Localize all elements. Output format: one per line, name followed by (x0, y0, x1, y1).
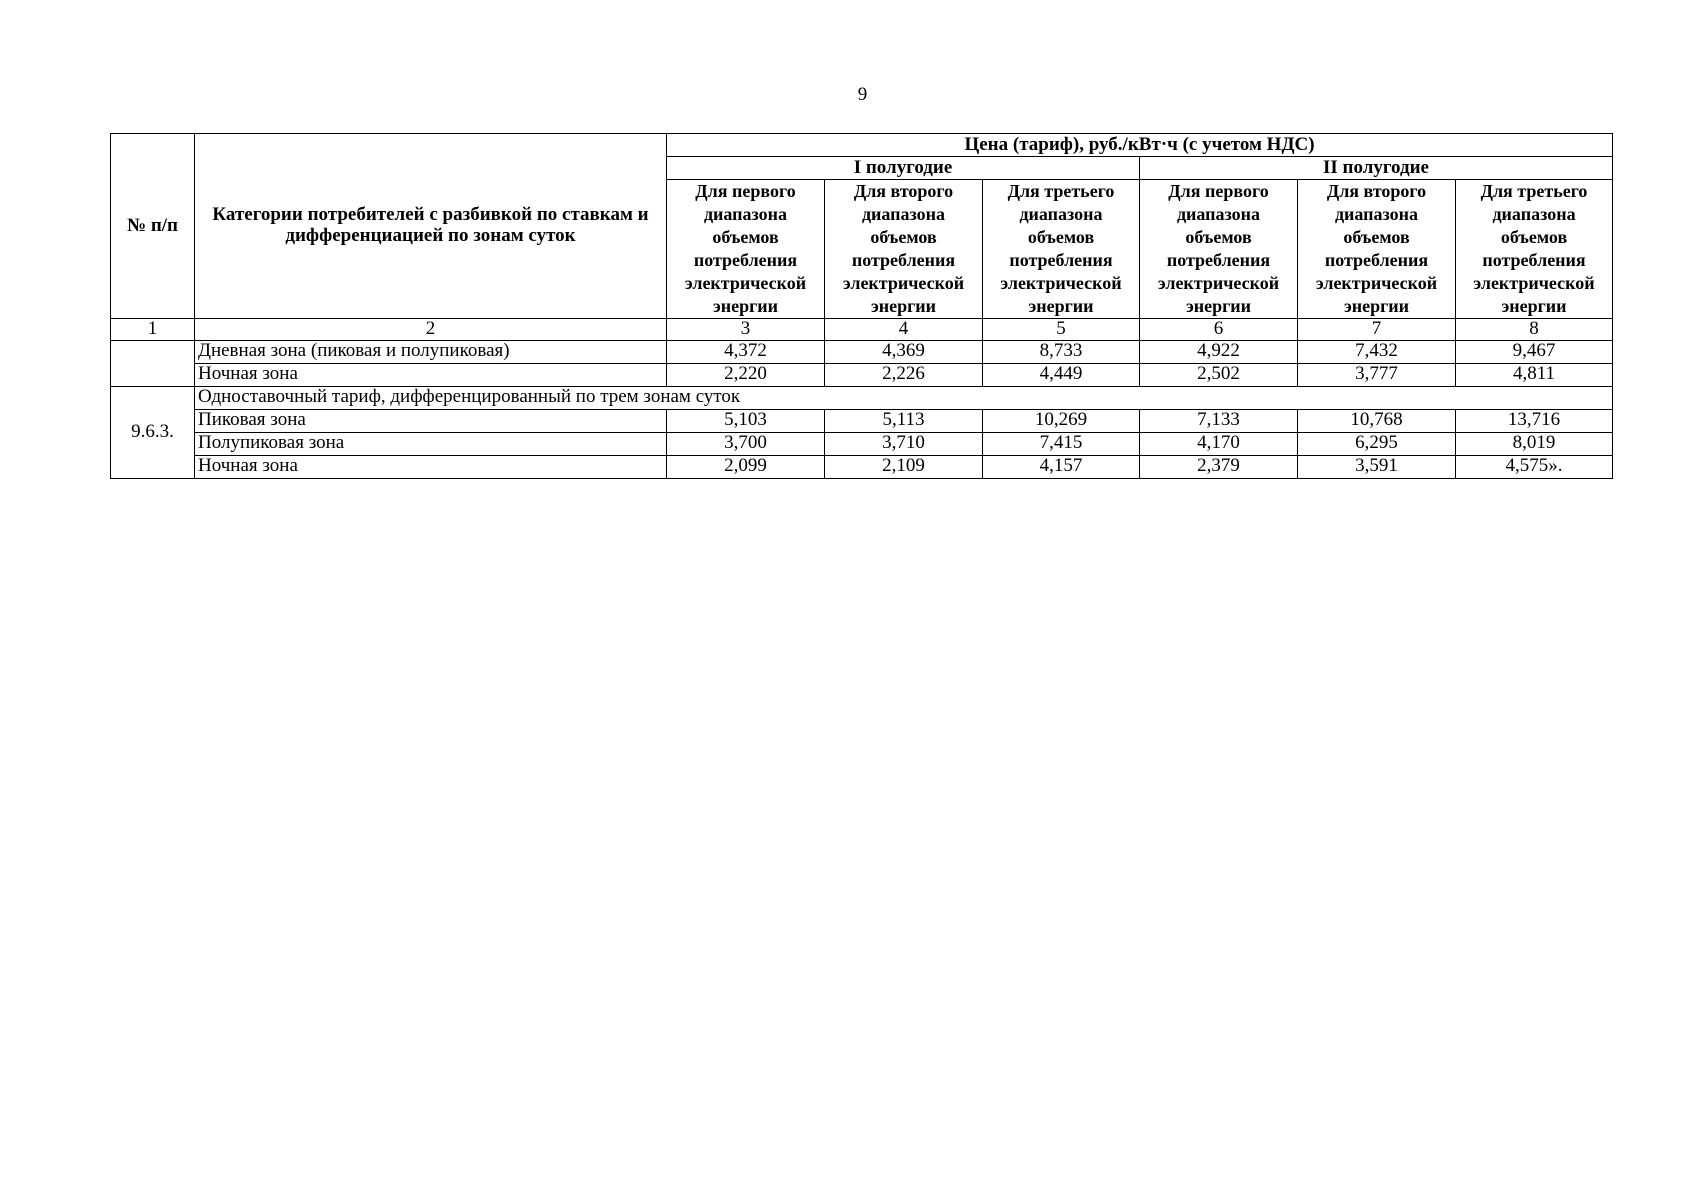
row-value: 4,157 (983, 455, 1140, 478)
column-index: 5 (983, 319, 1140, 341)
row-category: Ночная зона (195, 455, 667, 478)
row-value: 3,710 (825, 432, 983, 455)
row-value: 7,432 (1298, 340, 1456, 363)
header-range: Для второго диапазона объемов потребления электрической энергии (825, 180, 983, 319)
row-category: Полупиковая зона (195, 432, 667, 455)
header-price: Цена (тариф), руб./кВт·ч (с учетом НДС) (667, 134, 1613, 157)
row-value: 10,269 (983, 409, 1140, 432)
row-value: 5,103 (667, 409, 825, 432)
row-value: 3,591 (1298, 455, 1456, 478)
row-value: 8,019 (1456, 432, 1613, 455)
column-index-row (111, 319, 1613, 341)
row-value: 7,133 (1140, 409, 1298, 432)
row-value: 8,733 (983, 340, 1140, 363)
row-value: 6,295 (1298, 432, 1456, 455)
group-title: Одноставочный тариф, дифференцированный по трем зонам суток (195, 386, 1613, 409)
column-index: 8 (1456, 319, 1613, 341)
row-value: 4,922 (1140, 340, 1298, 363)
row-value: 5,113 (825, 409, 983, 432)
row-value: 3,777 (1298, 363, 1456, 386)
column-index: 6 (1140, 319, 1298, 341)
header-num: № п/п (111, 134, 195, 319)
column-index: 1 (111, 319, 195, 341)
row-value: 4,372 (667, 340, 825, 363)
table-row (111, 409, 1613, 432)
table-row (111, 432, 1613, 455)
row-value: 4,575». (1456, 455, 1613, 478)
row-category: Пиковая зона (195, 409, 667, 432)
column-index: 3 (667, 319, 825, 341)
header-range: Для второго диапазона объемов потребления электрической энергии (1298, 180, 1456, 319)
header-range: Для первого диапазона объемов потребления электрической энергии (1140, 180, 1298, 319)
row-value: 13,716 (1456, 409, 1613, 432)
page-number: 9 (857, 84, 868, 105)
column-index: 2 (195, 319, 667, 341)
group-title-row (111, 386, 1613, 409)
row-value: 2,220 (667, 363, 825, 386)
row-value: 2,226 (825, 363, 983, 386)
table-row (111, 363, 1613, 386)
header-range: Для третьего диапазона объемов потребления электрической энергии (983, 180, 1140, 319)
table-row (111, 340, 1613, 363)
row-value: 4,369 (825, 340, 983, 363)
header-half-2: II полугодие (1140, 157, 1613, 180)
row-value: 3,700 (667, 432, 825, 455)
header-half-1: I полугодие (667, 157, 1140, 180)
row-number-empty (111, 340, 195, 386)
row-category: Ночная зона (195, 363, 667, 386)
header-category: Категории потребителей с разбивкой по ставкам и дифференциацией по зонам суток (195, 134, 667, 319)
row-value: 4,170 (1140, 432, 1298, 455)
row-category: Дневная зона (пиковая и полупиковая) (195, 340, 667, 363)
header-range: Для третьего диапазона объемов потребления электрической энергии (1456, 180, 1613, 319)
row-value: 7,415 (983, 432, 1140, 455)
row-value: 2,099 (667, 455, 825, 478)
row-value: 4,811 (1456, 363, 1613, 386)
header-range: Для первого диапазона объемов потребления электрической энергии (667, 180, 825, 319)
row-value: 2,379 (1140, 455, 1298, 478)
row-number: 9.6.3. (111, 386, 195, 478)
row-value: 4,449 (983, 363, 1140, 386)
column-index: 4 (825, 319, 983, 341)
column-index: 7 (1298, 319, 1456, 341)
row-value: 2,502 (1140, 363, 1298, 386)
table-row (111, 455, 1613, 478)
row-value: 2,109 (825, 455, 983, 478)
row-value: 9,467 (1456, 340, 1613, 363)
row-value: 10,768 (1298, 409, 1456, 432)
tariff-table (110, 133, 1613, 479)
